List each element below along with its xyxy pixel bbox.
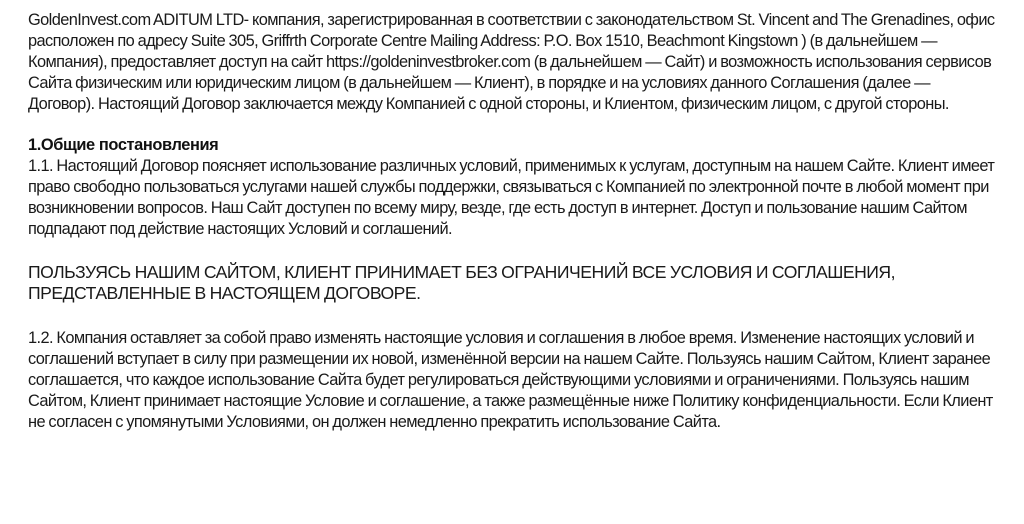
clause-1-1: 1.1. Настоящий Договор поясняет использование различных условий, применимых к услугам, доступным на нашем Сайте. Клиент имеет право свободно пользоваться услугами нашей службы поддержки, связываться с Компанией по электронной почте в любой момент при возникновении вопросов. Наш Сайт доступен по всему миру, везде, где есть доступ в интернет. Доступ и пользование нашим Сайтом подпадают под действие настоящих Условий и соглашений. (28, 157, 995, 238)
acceptance-notice: ПОЛЬЗУЯСЬ НАШИМ САЙТОМ, КЛИЕНТ ПРИНИМАЕТ БЕЗ ОГРАНИЧЕНИЙ ВСЕ УСЛОВИЯ И СОГЛАШЕНИЯ, ПРЕДСТАВЛЕННЫЕ В НАСТОЯЩЕМ ДОГОВОРЕ. (28, 262, 896, 303)
clause-1-2: 1.2. Компания оставляет за собой право изменять настоящие условия и соглашения в любое время. Изменение настоящих условий и соглашений вступает в силу при размещении их новой, изменённой версии на нашем Сайте. Пользуясь нашим Сайтом, Клиент заранее соглашается, что каждое использование Сайта будет регулироваться действующими условиями и ограничениями. Пользуясь нашим Сайтом, Клиент принимает настоящие Условие и соглашение, а также размещённые ниже Политику конфиденциальности. Если Клиент не согласен с упомянутыми Условиями, он должен немедленно прекратить использование Сайта. (28, 329, 993, 431)
section-title: 1.Общие постановления (28, 136, 219, 154)
intro-paragraph: GoldenInvest.com ADITUM LTD- компания, зарегистрированная в соответствии с законодательством St. Vincent and The Grenadines, офис расположен по адресу Suite 305, Griffrth Corporate Centre Mailing Address: P.O. Box 1510, Beachmont Kingstown ) (в дальнейшем — Компания), предоставляет доступ на сайт https://goldeninvestbroker.com (в дальнейшем — Сайт) и возможность использования сервисов Сайта физическим или юридическим лицом (в дальнейшем — Клиент), в порядке и на условиях данного Соглашения (далее — Договор). Настоящий Договор заключается между Компанией с одной стороны, и Клиентом, физическим лицом, с другой стороны. (28, 11, 995, 113)
agreement-document (28, 10, 996, 433)
